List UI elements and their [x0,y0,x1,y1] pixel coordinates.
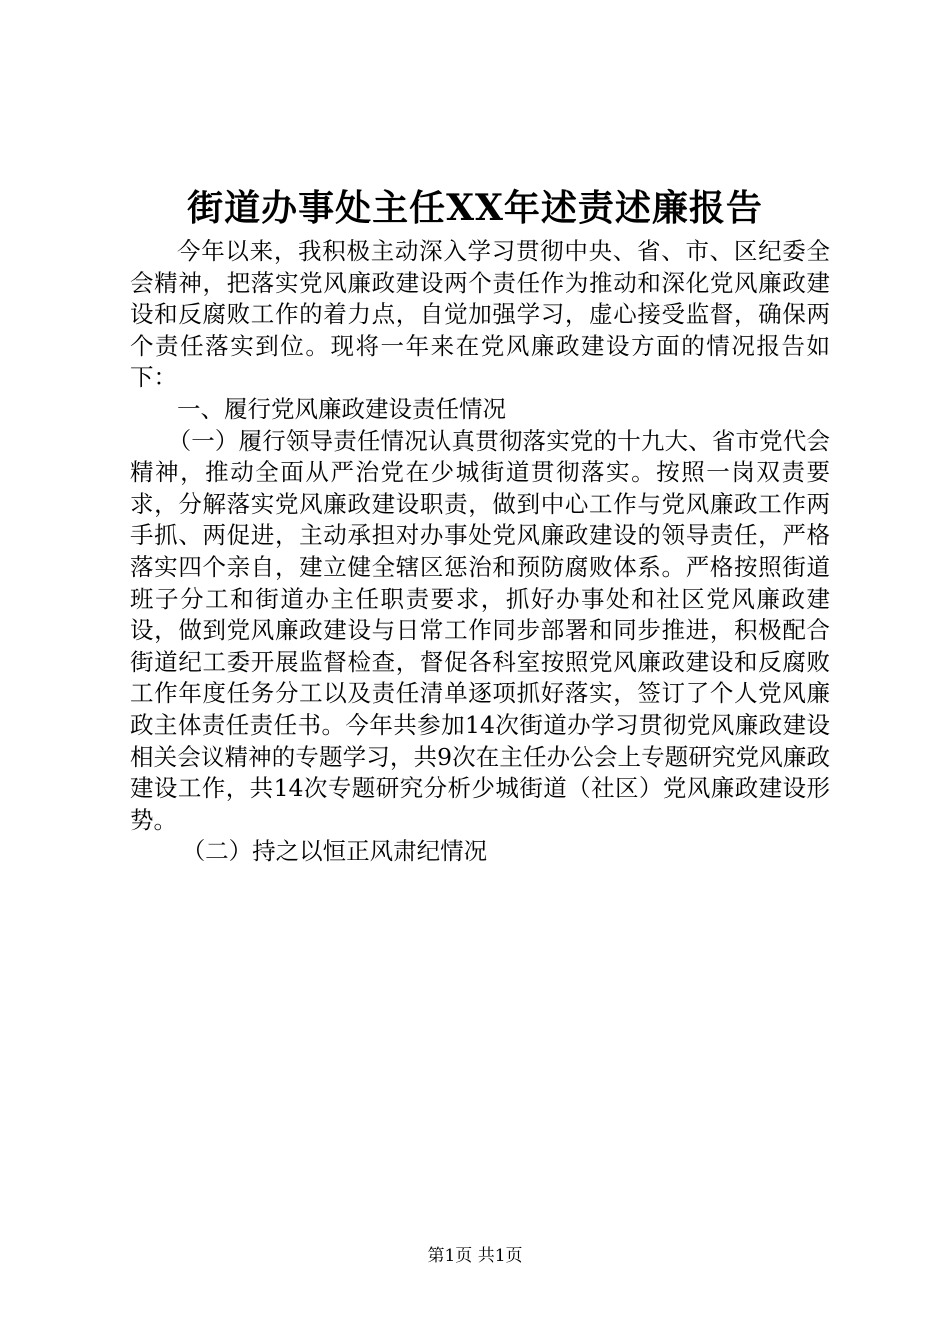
document-title: 街道办事处主任XX年述责述廉报告 [187,187,763,229]
subsection-paragraph-1: （一）履行领导责任情况认真贯彻落实党的十九大、省市党代会精神，推动全面从严治党在少城街道贯彻落实。按照一岗双责要求，分解落实党风廉政建设职责，做到中心工作与党风廉政工作两手抓、两促进，主动承担对办事处党风廉政建设的领导责任，严格落实四个亲自，建立健全辖区惩治和预防腐败体系。严格按照街道班子分工和街道办主任职责要求，抓好办事处和社区党风廉政建设，做到党风廉政建设与日常工作同步部署和同步推进，积极配合街道纪工委开展监督检查，督促各科室按照党风廉政建设和反腐败工作年度任务分工以及责任清单逐项抓好落实，签订了个人党风廉政主体责任责任书。今年共参加14次街道办学习贯彻党风廉政建设相关会议精神的专题学习，共9次在主任办公会上专题研究党风廉政建设工作，共14次专题研究分析少城街道（社区）党风廉政建设形势。 [130,426,830,834]
section-heading-1: 一、履行党风廉政建设责任情况 [177,394,506,423]
subsection-heading-2: （二）持之以恒正风肃纪情况 [181,837,488,866]
page-footer: 第1页 共1页 [427,1246,523,1266]
document-body [130,236,830,868]
intro-paragraph: 今年以来，我积极主动深入学习贯彻中央、省、市、区纪委全会精神，把落实党风廉政建设两个责任作为推动和深化党风廉政建设和反腐败工作的着力点，自觉加强学习，虚心接受监督，确保两个责任落实到位。现将一年来在党风廉政建设方面的情况报告如下： [130,237,830,392]
